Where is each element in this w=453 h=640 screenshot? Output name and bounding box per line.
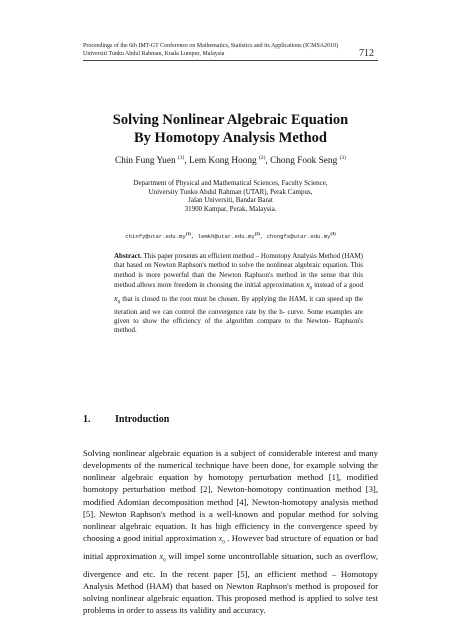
- title-line-2: By Homotopy Analysis Method: [134, 130, 327, 146]
- author-mark: (2): [259, 155, 266, 161]
- proceedings-line: Proceedings of the 6th IMT-GT Conference on Mathematics, Statistics and its Applications (ICMSA2010): [83, 43, 339, 49]
- initial-approx-symbol: $x_0$: [114, 293, 121, 306]
- initial-approx-symbol: $x_0$: [218, 534, 225, 546]
- email-mark: (3): [330, 231, 336, 236]
- section-title: Introduction: [115, 414, 170, 425]
- abstract-text: instead of a good: [314, 280, 364, 289]
- author-name: Lem Kong Hoong: [189, 156, 257, 166]
- affiliation: [83, 179, 378, 213]
- initial-approx-symbol: $x_0$: [159, 551, 166, 564]
- email-mark: (1): [185, 231, 191, 236]
- abstract: [114, 252, 363, 336]
- affiliation-line: 31900 Kampar, Perak, Malaysia.: [184, 204, 277, 213]
- email-list: $chinfy@utar.edu.my^{(1)}$, $lemkh@utar.edu.my^{(2)}$, $chongfs@utar.edu.my^{(3)}$: [125, 231, 336, 240]
- university-line: Universiti Tunku Abdul Rahman, Kuala Lumpur, Malaysia: [83, 51, 225, 57]
- intro-text: will impel some uncontrollable situation, such as overflow, divergence and etc. In the recent paper [5], an efficient method – Homotopy Analysis Method (HAM) that based on Newton Raphson's method is proposed for solving nonlinear algebraic equation. This proposed method is applied to solve test problems in order to assess its validity and accuracy.: [83, 550, 378, 616]
- author-name: Chin Fung Yuen: [115, 156, 176, 166]
- author-mark: (3): [339, 155, 346, 161]
- affiliation-line: University Tunku Abdul Rahman (UTAR), Perak Campus,: [148, 187, 313, 196]
- header-rule: [83, 60, 378, 61]
- initial-approx-symbol: $x_0$: [305, 279, 312, 292]
- affiliation-line: Department of Physical and Mathematical Sciences, Faculty Science,: [133, 179, 328, 187]
- section-heading: [83, 414, 169, 425]
- email-link[interactable]: lemkh@utar.edu.my: [197, 233, 255, 240]
- email-link[interactable]: chinfy@utar.edu.my: [125, 233, 186, 240]
- abstract-text: that is closed to the root must be chosen. By applying the HAM, it can speed up the iteration and we can control the convergence rate by the h- curve. Some examples are given to show the efficiency of the algorithm compare to the Newton- Raphson's method.: [114, 294, 363, 335]
- title-line-1: Solving Nonlinear Algebraic Equation: [112, 112, 349, 128]
- page-number: 712: [359, 48, 374, 59]
- author-name: Chong Fook Seng: [270, 156, 338, 166]
- intro-text: . However bad structure of equation or bad initial approximation: [83, 533, 379, 561]
- email-link[interactable]: chongfs@utar.edu.my: [266, 233, 331, 240]
- introduction-paragraph: [83, 447, 378, 616]
- affiliation-line: Jalan Universiti, Bandar Barat: [188, 196, 273, 205]
- section-number: 1.: [83, 414, 91, 425]
- paper-title: [83, 111, 378, 147]
- running-header: [83, 42, 388, 58]
- email-mark: (2): [254, 231, 260, 236]
- author-list: Chin Fung Yuen $^{(1)}$, Lem Kong Hoong $^{(2)}$, Chong Fook Seng $^{(3)}$: [115, 155, 346, 166]
- abstract-text: This paper presents an efficient method – Homotopy Analysis Method (HAM) that based on Newton Raphson's method to solve the nonlinear algebraic equation. This method is more powerful than the Newton Raphson's method in the sense that this method allows more freedom in choosing the initial approximation: [114, 252, 363, 289]
- intro-text: Solving nonlinear algebraic equation is a subject of considerable interest and many developments of the numerical technique have been done, for example solving the nonlinear algebraic equation by homotopy perturbation method [1], modified homotopy perturbation method [2], Newton-homotopy continuation method [3], modified Adomian decomposition method [4], Newton-homotopy analysis method [5]. Newton Raphson's method is a well-known and popular method for solving nonlinear algebraic equation. It has high efficiency in the convergence speed by choosing a good initial approximation: [83, 448, 378, 544]
- abstract-label: Abstract.: [114, 252, 142, 260]
- author-mark: (1): [177, 155, 185, 161]
